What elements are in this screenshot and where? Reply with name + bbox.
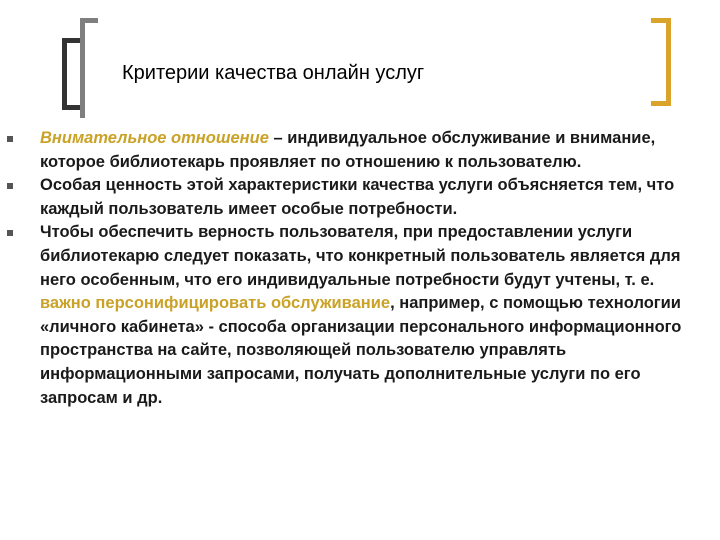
bullet-item-3: [40, 221, 705, 410]
highlight-term: Внимательное отношение: [40, 129, 269, 147]
bullet-marker: [7, 230, 13, 236]
bullet-text-after: , например, с помощью технологии «личного кабинета» - способа организации персонального информационного пространства на сайте, позволяющей пользователю управлять информационными запросами, получать дополнительные услуги по его запросам и др.: [40, 294, 682, 407]
left-bracket-decoration: [62, 38, 80, 110]
left-bracket-inner-decoration: [80, 18, 98, 118]
bullet-text: Особая ценность этой характеристики качества услуги объясняется тем, что каждый пользователь имеет особые потребности.: [40, 176, 675, 218]
bullet-item-1: [40, 127, 705, 174]
bullet-marker: [7, 136, 13, 142]
slide-body: [40, 127, 705, 410]
slide-title: Критерии качества онлайн услуг: [122, 62, 425, 84]
bullet-marker: [7, 183, 13, 189]
bullet-item-2: [40, 174, 705, 221]
bullet-text-before: Чтобы обеспечить верность пользователя, при предоставлении услуги библиотекарю следует показать, что конкретный пользователь является для него особенным, что его индивидуальные потребности будут учтены, т. е.: [40, 223, 681, 289]
bullet-text: – индивидуальное обслуживание и внимание, которое библиотекарь проявляет по отношению к пользователю.: [40, 129, 656, 171]
right-bracket-decoration: [651, 18, 671, 106]
accent-phrase: важно персонифицировать обслуживание: [40, 294, 391, 313]
